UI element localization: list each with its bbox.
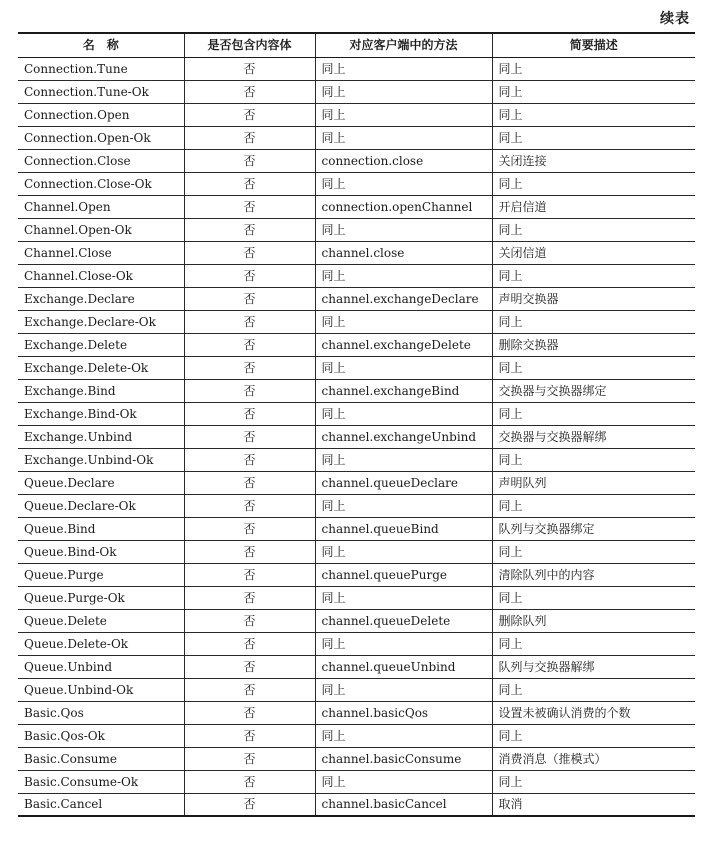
cell-description: 同上 <box>492 172 695 195</box>
cell-description: 同上 <box>492 586 695 609</box>
table-row <box>18 517 695 540</box>
cell-client-method: 同上 <box>315 632 492 655</box>
cell-name: Queue.Unbind-Ok <box>18 678 184 701</box>
cell-name: Queue.Declare-Ok <box>18 494 184 517</box>
table-row <box>18 287 695 310</box>
cell-description: 删除交换器 <box>492 333 695 356</box>
cell-description: 交换器与交换器绑定 <box>492 379 695 402</box>
cell-has-body: 否 <box>184 494 315 517</box>
cell-client-method: 同上 <box>315 678 492 701</box>
cell-client-method: channel.queueBind <box>315 517 492 540</box>
cell-description: 删除队列 <box>492 609 695 632</box>
table-row <box>18 218 695 241</box>
cell-description: 同上 <box>492 218 695 241</box>
cell-client-method: 同上 <box>315 126 492 149</box>
cell-name: Exchange.Delete-Ok <box>18 356 184 379</box>
cell-description: 声明队列 <box>492 471 695 494</box>
cell-client-method: channel.queuePurge <box>315 563 492 586</box>
cell-name: Queue.Unbind <box>18 655 184 678</box>
cell-description: 同上 <box>492 724 695 747</box>
table-row <box>18 701 695 724</box>
cell-client-method: channel.basicQos <box>315 701 492 724</box>
cell-name: Queue.Bind <box>18 517 184 540</box>
table-row <box>18 563 695 586</box>
cell-name: Queue.Delete <box>18 609 184 632</box>
cell-description: 同上 <box>492 540 695 563</box>
amqp-command-table <box>18 32 695 817</box>
cell-has-body: 否 <box>184 471 315 494</box>
cell-client-method: channel.exchangeUnbind <box>315 425 492 448</box>
cell-name: Basic.Qos <box>18 701 184 724</box>
cell-has-body: 否 <box>184 149 315 172</box>
cell-has-body: 否 <box>184 678 315 701</box>
cell-client-method: 同上 <box>315 57 492 80</box>
table-row <box>18 402 695 425</box>
cell-client-method: channel.close <box>315 241 492 264</box>
cell-name: Exchange.Bind-Ok <box>18 402 184 425</box>
cell-name: Basic.Cancel <box>18 793 184 816</box>
cell-client-method: connection.close <box>315 149 492 172</box>
cell-client-method: channel.basicConsume <box>315 747 492 770</box>
cell-name: Queue.Bind-Ok <box>18 540 184 563</box>
header-name: 名 称 <box>18 33 184 57</box>
cell-client-method: 同上 <box>315 264 492 287</box>
cell-has-body: 否 <box>184 632 315 655</box>
cell-description: 设置未被确认消费的个数 <box>492 701 695 724</box>
cell-name: Queue.Purge <box>18 563 184 586</box>
cell-name: Exchange.Unbind <box>18 425 184 448</box>
cell-client-method: 同上 <box>315 356 492 379</box>
cell-has-body: 否 <box>184 195 315 218</box>
cell-client-method: channel.exchangeDeclare <box>315 287 492 310</box>
table-row <box>18 356 695 379</box>
continued-label: 续表 <box>660 11 690 27</box>
cell-has-body: 否 <box>184 287 315 310</box>
cell-has-body: 否 <box>184 586 315 609</box>
cell-name: Channel.Open <box>18 195 184 218</box>
cell-has-body: 否 <box>184 126 315 149</box>
cell-client-method: channel.queueDeclare <box>315 471 492 494</box>
cell-name: Exchange.Bind <box>18 379 184 402</box>
cell-name: Exchange.Declare-Ok <box>18 310 184 333</box>
cell-has-body: 否 <box>184 517 315 540</box>
cell-description: 同上 <box>492 356 695 379</box>
cell-has-body: 否 <box>184 655 315 678</box>
table-row <box>18 770 695 793</box>
cell-name: Exchange.Unbind-Ok <box>18 448 184 471</box>
header-client-method: 对应客户端中的方法 <box>315 33 492 57</box>
header-description: 简要描述 <box>492 33 695 57</box>
cell-description: 消费消息（推模式） <box>492 747 695 770</box>
cell-name: Channel.Close <box>18 241 184 264</box>
cell-description: 同上 <box>492 770 695 793</box>
cell-has-body: 否 <box>184 310 315 333</box>
cell-name: Exchange.Declare <box>18 287 184 310</box>
cell-has-body: 否 <box>184 333 315 356</box>
table-row <box>18 609 695 632</box>
cell-client-method: 同上 <box>315 448 492 471</box>
cell-name: Channel.Close-Ok <box>18 264 184 287</box>
cell-has-body: 否 <box>184 448 315 471</box>
table-row <box>18 103 695 126</box>
table-row <box>18 448 695 471</box>
table-row <box>18 149 695 172</box>
cell-client-method: 同上 <box>315 218 492 241</box>
cell-client-method: 同上 <box>315 540 492 563</box>
cell-client-method: 同上 <box>315 586 492 609</box>
cell-client-method: channel.exchangeBind <box>315 379 492 402</box>
table-row <box>18 264 695 287</box>
cell-name: Basic.Consume-Ok <box>18 770 184 793</box>
table-row <box>18 540 695 563</box>
cell-has-body: 否 <box>184 356 315 379</box>
cell-description: 同上 <box>492 402 695 425</box>
cell-has-body: 否 <box>184 701 315 724</box>
table-row <box>18 172 695 195</box>
cell-description: 声明交换器 <box>492 287 695 310</box>
cell-client-method: 同上 <box>315 172 492 195</box>
table-row <box>18 310 695 333</box>
table-row <box>18 678 695 701</box>
cell-has-body: 否 <box>184 379 315 402</box>
cell-name: Basic.Consume <box>18 747 184 770</box>
cell-description: 同上 <box>492 264 695 287</box>
cell-description: 同上 <box>492 678 695 701</box>
cell-description: 队列与交换器解绑 <box>492 655 695 678</box>
cell-client-method: 同上 <box>315 724 492 747</box>
table-body <box>18 57 695 816</box>
cell-has-body: 否 <box>184 172 315 195</box>
cell-name: Connection.Close <box>18 149 184 172</box>
cell-description: 开启信道 <box>492 195 695 218</box>
cell-name: Basic.Qos-Ok <box>18 724 184 747</box>
cell-has-body: 否 <box>184 241 315 264</box>
table-row <box>18 241 695 264</box>
cell-has-body: 否 <box>184 425 315 448</box>
cell-description: 同上 <box>492 632 695 655</box>
cell-has-body: 否 <box>184 724 315 747</box>
cell-name: Connection.Open-Ok <box>18 126 184 149</box>
cell-has-body: 否 <box>184 609 315 632</box>
table-row <box>18 632 695 655</box>
cell-description: 同上 <box>492 103 695 126</box>
cell-description: 队列与交换器绑定 <box>492 517 695 540</box>
cell-description: 取消 <box>492 793 695 816</box>
cell-client-method: channel.queueUnbind <box>315 655 492 678</box>
cell-client-method: channel.queueDelete <box>315 609 492 632</box>
cell-has-body: 否 <box>184 103 315 126</box>
cell-client-method: 同上 <box>315 103 492 126</box>
cell-has-body: 否 <box>184 563 315 586</box>
cell-name: Queue.Declare <box>18 471 184 494</box>
table-row <box>18 195 695 218</box>
cell-description: 交换器与交换器解绑 <box>492 425 695 448</box>
cell-description: 同上 <box>492 494 695 517</box>
cell-description: 同上 <box>492 126 695 149</box>
cell-client-method: channel.exchangeDelete <box>315 333 492 356</box>
cell-name: Channel.Open-Ok <box>18 218 184 241</box>
cell-has-body: 否 <box>184 80 315 103</box>
table-row <box>18 586 695 609</box>
table-row <box>18 494 695 517</box>
cell-client-method: 同上 <box>315 494 492 517</box>
table-row <box>18 471 695 494</box>
cell-description: 同上 <box>492 80 695 103</box>
table-row <box>18 80 695 103</box>
cell-name: Queue.Delete-Ok <box>18 632 184 655</box>
cell-has-body: 否 <box>184 540 315 563</box>
table-row <box>18 126 695 149</box>
cell-name: Connection.Tune <box>18 57 184 80</box>
cell-name: Connection.Open <box>18 103 184 126</box>
cell-client-method: 同上 <box>315 770 492 793</box>
cell-has-body: 否 <box>184 747 315 770</box>
cell-description: 清除队列中的内容 <box>492 563 695 586</box>
table-row <box>18 425 695 448</box>
table-row <box>18 747 695 770</box>
cell-name: Exchange.Delete <box>18 333 184 356</box>
cell-description: 关闭信道 <box>492 241 695 264</box>
table-row <box>18 655 695 678</box>
cell-description: 同上 <box>492 310 695 333</box>
table-row <box>18 379 695 402</box>
cell-description: 关闭连接 <box>492 149 695 172</box>
cell-has-body: 否 <box>184 57 315 80</box>
cell-name: Connection.Close-Ok <box>18 172 184 195</box>
cell-client-method: 同上 <box>315 402 492 425</box>
cell-client-method: 同上 <box>315 310 492 333</box>
cell-description: 同上 <box>492 448 695 471</box>
cell-has-body: 否 <box>184 402 315 425</box>
table-header-row <box>18 33 695 57</box>
table-row <box>18 57 695 80</box>
cell-client-method: channel.basicCancel <box>315 793 492 816</box>
cell-has-body: 否 <box>184 793 315 816</box>
cell-has-body: 否 <box>184 264 315 287</box>
cell-client-method: connection.openChannel <box>315 195 492 218</box>
cell-has-body: 否 <box>184 770 315 793</box>
cell-name: Connection.Tune-Ok <box>18 80 184 103</box>
cell-has-body: 否 <box>184 218 315 241</box>
cell-client-method: 同上 <box>315 80 492 103</box>
table-row <box>18 793 695 816</box>
header-has-body: 是否包含内容体 <box>184 33 315 57</box>
table-row <box>18 333 695 356</box>
table-row <box>18 724 695 747</box>
cell-description: 同上 <box>492 57 695 80</box>
cell-name: Queue.Purge-Ok <box>18 586 184 609</box>
